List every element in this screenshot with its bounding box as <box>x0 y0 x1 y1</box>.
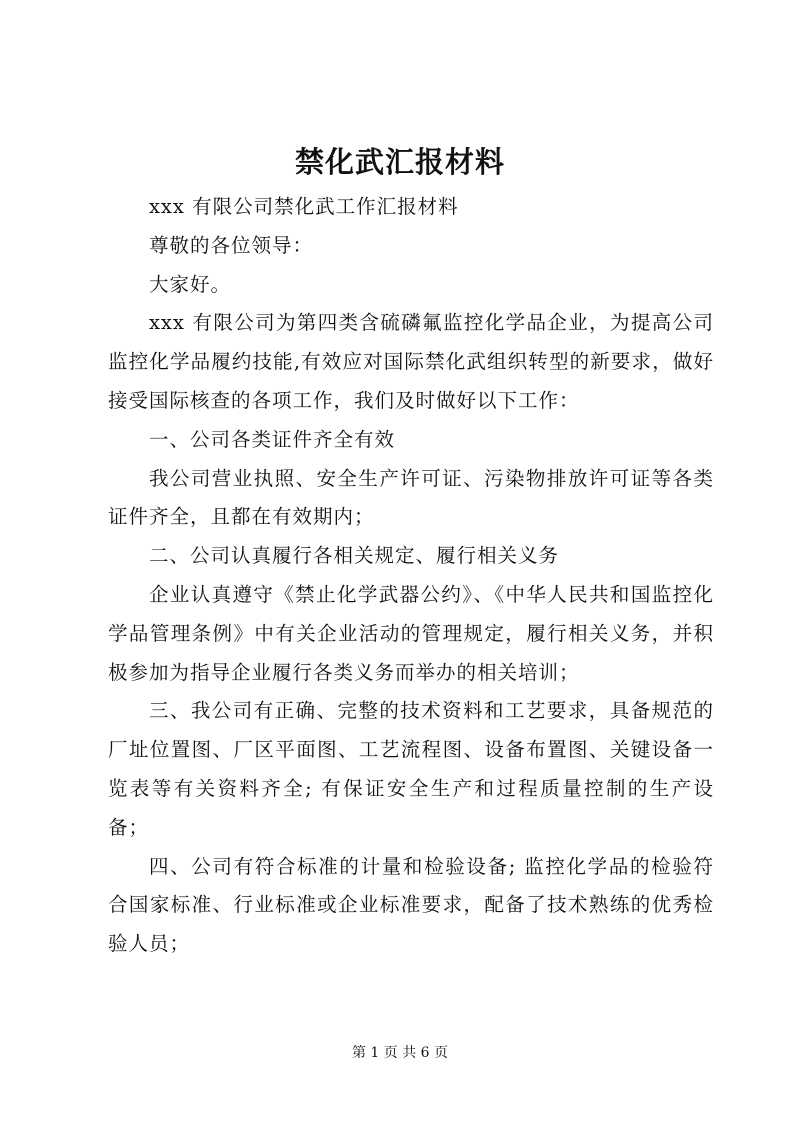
section-heading-1: 一、公司各类证件齐全有效 <box>148 427 395 451</box>
paragraph-technical-documents: 三、我公司有正确、完整的技术资料和工艺要求，具备规范的厂址位置图、厂区平面图、工艺流程图、设备布置图、关键设备一览表等有关资料齐全; 有保证安全生产和过程质量控制的生产设备； <box>108 699 714 839</box>
section-heading-2: 二、公司认真履行各相关规定、履行相关义务 <box>148 544 559 568</box>
document-title: 禁化武汇报材料 <box>294 145 505 179</box>
paragraph-inspection-equipment: 四、公司有符合标准的计量和检验设备; 监控化学品的检验符合国家标准、行业标准或企业标准要求，配备了技术熟练的优秀检验人员； <box>108 854 714 956</box>
page-footer: 第 1 页 共 6 页 <box>351 1045 449 1061</box>
paragraph-greeting: 大家好。 <box>148 272 231 296</box>
paragraph-company-report-title: xxx 有限公司禁化武工作汇报材料 <box>148 195 459 218</box>
paragraph-salutation: 尊敬的各位领导： <box>148 233 313 257</box>
paragraph-certificates: 我公司营业执照、安全生产许可证、污染物排放许可证等各类证件齐全，且都在有效期内； <box>108 466 714 529</box>
paragraph-regulations: 企业认真遵守《禁止化学武器公约》、《中华人民共和国监控化学品管理条例》中有关企业活动的管理规定，履行相关义务，并积极参加为指导企业履行各类义务而举办的相关培训； <box>108 582 714 684</box>
document-body <box>108 188 714 964</box>
paragraph-introduction: xxx 有限公司为第四类含硫磷氟监控化学品企业，为提高公司监控化学品履约技能,有效应对国际禁化武组织转型的新要求，做好接受国际核查的各项工作，我们及时做好以下工作： <box>108 311 714 412</box>
